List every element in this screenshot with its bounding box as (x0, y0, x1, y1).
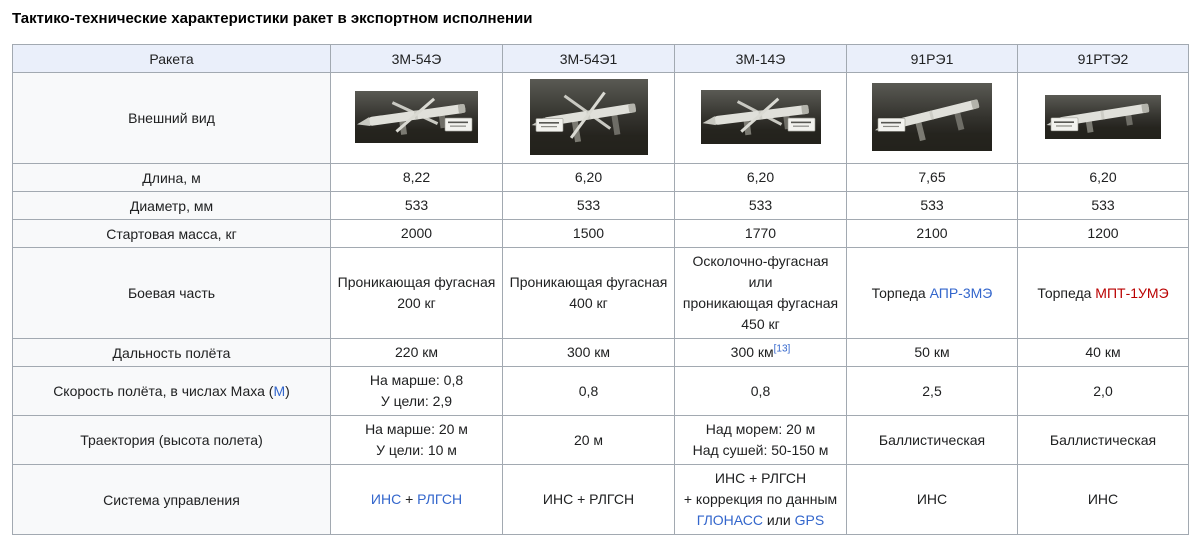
table-row (13, 465, 1189, 535)
data-cell (503, 248, 675, 339)
text: 2000 (400, 225, 433, 241)
column-header-91РТЭ2: 91РТЭ2 (1018, 45, 1189, 73)
text: или (763, 512, 795, 528)
data-cell (847, 164, 1018, 192)
data-cell (331, 192, 503, 220)
data-cell (847, 416, 1018, 465)
row-label (13, 465, 331, 535)
cell-line (681, 223, 840, 244)
text: Боевая часть (127, 285, 216, 301)
data-cell (847, 465, 1018, 535)
text: ) (285, 383, 290, 399)
wiki-link-М[interactable]: М (273, 383, 286, 399)
reference-link[interactable]: [13] (773, 343, 791, 355)
data-cell (1018, 192, 1189, 220)
text: У цели: 10 м (376, 442, 457, 458)
photo-cell (503, 73, 675, 164)
row-label (13, 73, 331, 164)
cell-line (337, 293, 496, 314)
table-row (13, 220, 1189, 248)
text: 8,22 (402, 169, 431, 185)
data-cell (675, 416, 847, 465)
wiki-link-ИНС[interactable]: ИНС (370, 491, 402, 507)
text: Торпеда (871, 284, 930, 301)
cell-line (681, 468, 840, 489)
data-cell (847, 192, 1018, 220)
table-row (13, 192, 1189, 220)
text: 220 км (395, 344, 438, 360)
data-cell (847, 339, 1018, 367)
cell-line (509, 342, 668, 363)
text: Скорость полёта, в числах Маха ( (53, 383, 274, 399)
cell-line (681, 342, 840, 363)
data-cell (675, 367, 847, 416)
cell-line (337, 370, 496, 391)
row-label (13, 248, 331, 339)
cell-line (681, 167, 840, 188)
missile-photo-3М-54Э[interactable] (355, 91, 478, 143)
cell-line (853, 430, 1011, 451)
cell-line (509, 381, 668, 402)
data-cell (847, 220, 1018, 248)
text: Над морем: 20 м (705, 421, 816, 437)
column-header-raketa: Ракета (13, 45, 331, 73)
cell-line (681, 195, 840, 216)
cell-line (853, 195, 1011, 216)
section-title: Тактико-технические характеристики ракет в экспортном исполнении (12, 10, 533, 27)
cell-line (509, 489, 668, 510)
data-cell (675, 339, 847, 367)
table-row (13, 416, 1189, 465)
data-cell (847, 248, 1018, 339)
cell-line (681, 293, 840, 314)
cell-line (337, 223, 496, 244)
table-row (13, 73, 1189, 164)
data-cell (331, 416, 503, 465)
text: 200 кг (397, 295, 436, 311)
data-cell (331, 220, 503, 248)
cell-line (681, 314, 840, 335)
text: 300 км (730, 344, 774, 360)
data-cell (503, 164, 675, 192)
data-cell (847, 367, 1018, 416)
text: Траектория (высота полета) (80, 432, 263, 448)
table-row (13, 164, 1189, 192)
data-cell (503, 367, 675, 416)
data-cell (331, 248, 503, 339)
cell-line (509, 223, 668, 244)
text: 50 км (914, 344, 950, 360)
data-cell (1018, 367, 1189, 416)
column-header-91РЭ1: 91РЭ1 (847, 45, 1018, 73)
cell-line (337, 489, 496, 510)
cell-line (1024, 223, 1182, 244)
text: Баллистическая (878, 431, 986, 448)
wiki-link-РЛГСН[interactable]: РЛГСН (417, 491, 463, 507)
text: 533 (404, 197, 429, 213)
missile-photo-91РТЭ2[interactable] (1045, 95, 1161, 139)
text: 6,20 (746, 169, 775, 185)
missile-photo-91РЭ1[interactable] (872, 83, 992, 151)
text: Проникающая фугасная (509, 274, 668, 290)
row-label (13, 220, 331, 248)
redlink-МПТ-1УМЭ[interactable]: МПТ-1УМЭ (1095, 284, 1169, 301)
data-cell (331, 164, 503, 192)
row-label (13, 416, 331, 465)
column-header-3М-14Э: 3М-14Э (675, 45, 847, 73)
data-cell (503, 339, 675, 367)
cell-line (1024, 195, 1182, 216)
text: 1500 (572, 225, 605, 241)
text: Внешний вид (128, 110, 215, 126)
text: 300 км (567, 344, 610, 360)
cell-line (681, 440, 840, 461)
text: 0,8 (750, 382, 771, 399)
cell-line (509, 195, 668, 216)
cell-line (681, 251, 840, 293)
text: На марше: 0,8 (369, 372, 464, 388)
cell-line (1024, 283, 1182, 304)
text: 2100 (916, 225, 948, 241)
text: ИНС + РЛГСН (714, 470, 807, 486)
data-cell (503, 220, 675, 248)
missile-photo-3М-14Э[interactable] (701, 90, 821, 144)
photo-cell (847, 73, 1018, 164)
data-cell (503, 465, 675, 535)
cell-line (1024, 342, 1182, 363)
data-cell (1018, 220, 1189, 248)
data-cell (675, 248, 847, 339)
data-cell (331, 367, 503, 416)
text: 20 м (573, 431, 604, 448)
row-label (13, 339, 331, 367)
text: 1200 (1087, 225, 1119, 241)
text: 533 (576, 197, 601, 213)
data-cell (1018, 248, 1189, 339)
cell-line (853, 381, 1011, 402)
text: 40 км (1085, 344, 1121, 360)
data-cell (1018, 465, 1189, 535)
cell-line (337, 272, 496, 293)
text: Торпеда (1037, 284, 1096, 301)
text: 0,8 (578, 382, 599, 399)
text: Дальность полёта (112, 344, 231, 361)
text: 450 кг (741, 316, 780, 332)
text: На марше: 20 м (365, 421, 468, 437)
photo-cell (675, 73, 847, 164)
cell-line (853, 342, 1011, 363)
cell-line (337, 391, 496, 412)
cell-line (337, 342, 496, 363)
text: Над сушей: 50-150 м (692, 442, 829, 458)
data-cell (675, 465, 847, 535)
data-cell (675, 192, 847, 220)
text: Стартовая масса, кг (106, 225, 237, 242)
text: 533 (1091, 197, 1115, 213)
row-label (13, 367, 331, 416)
text: Проникающая фугасная (337, 274, 496, 290)
cell-line (681, 510, 840, 531)
cell-line (853, 167, 1011, 188)
data-cell (1018, 164, 1189, 192)
cell-line (681, 489, 840, 510)
text: Осколочно-фугасная или (692, 253, 829, 290)
cell-line (337, 167, 496, 188)
text: 533 (920, 197, 944, 213)
data-cell (331, 339, 503, 367)
cell-line (853, 489, 1011, 510)
table-row (13, 367, 1189, 416)
wiki-link-АПР-3МЭ[interactable]: АПР-3МЭ (929, 284, 993, 301)
cell-line (509, 167, 668, 188)
column-header-3М-54Э: 3М-54Э (331, 45, 503, 73)
cell-line (853, 283, 1011, 304)
table-body (13, 73, 1189, 535)
data-cell (503, 192, 675, 220)
text: + (401, 491, 418, 507)
wiki-link-ГЛОНАСС[interactable]: ГЛОНАСС (696, 512, 764, 528)
text: 533 (748, 197, 773, 213)
text: Диаметр, мм (129, 197, 214, 214)
text: 2,0 (1093, 382, 1113, 399)
text: + коррекция по данным (683, 491, 838, 507)
text: ИНС (1087, 491, 1119, 507)
cell-line (1024, 430, 1182, 451)
text: 6,20 (1089, 169, 1117, 185)
text: У цели: 2,9 (380, 393, 453, 409)
table-row (13, 248, 1189, 339)
cell-line (337, 195, 496, 216)
cell-line (337, 440, 496, 461)
cell-line (853, 223, 1011, 244)
data-cell (675, 164, 847, 192)
table-row (13, 339, 1189, 367)
text: Система управления (103, 491, 240, 508)
row-label (13, 164, 331, 192)
text: ИНС (916, 491, 948, 507)
text: ИНС + РЛГСН (542, 491, 635, 507)
cell-line (337, 419, 496, 440)
cell-line (509, 272, 668, 293)
column-header-3М-54Э1: 3М-54Э1 (503, 45, 675, 73)
photo-cell (1018, 73, 1189, 164)
text: Длина, м (142, 169, 201, 186)
text: Баллистическая (1049, 431, 1157, 448)
text: 2,5 (922, 382, 942, 399)
row-label (13, 192, 331, 220)
table-head-row (13, 45, 1189, 73)
text: 7,65 (918, 169, 946, 185)
cell-line (681, 419, 840, 440)
data-cell (1018, 339, 1189, 367)
text: 400 кг (569, 295, 608, 311)
cell-line (681, 381, 840, 402)
text: 6,20 (574, 169, 603, 185)
data-cell (331, 465, 503, 535)
cell-line (1024, 381, 1182, 402)
cell-line (1024, 489, 1182, 510)
missile-photo-3М-54Э1[interactable] (530, 79, 648, 155)
photo-cell (331, 73, 503, 164)
data-cell (1018, 416, 1189, 465)
cell-line (509, 293, 668, 314)
text: проникающая фугасная (682, 295, 839, 311)
wiki-link-GPS[interactable]: GPS (794, 512, 825, 528)
data-cell (675, 220, 847, 248)
cell-line (509, 430, 668, 451)
missile-spec-table (12, 44, 1189, 535)
data-cell (503, 416, 675, 465)
text: 1770 (744, 225, 777, 241)
cell-line (1024, 167, 1182, 188)
